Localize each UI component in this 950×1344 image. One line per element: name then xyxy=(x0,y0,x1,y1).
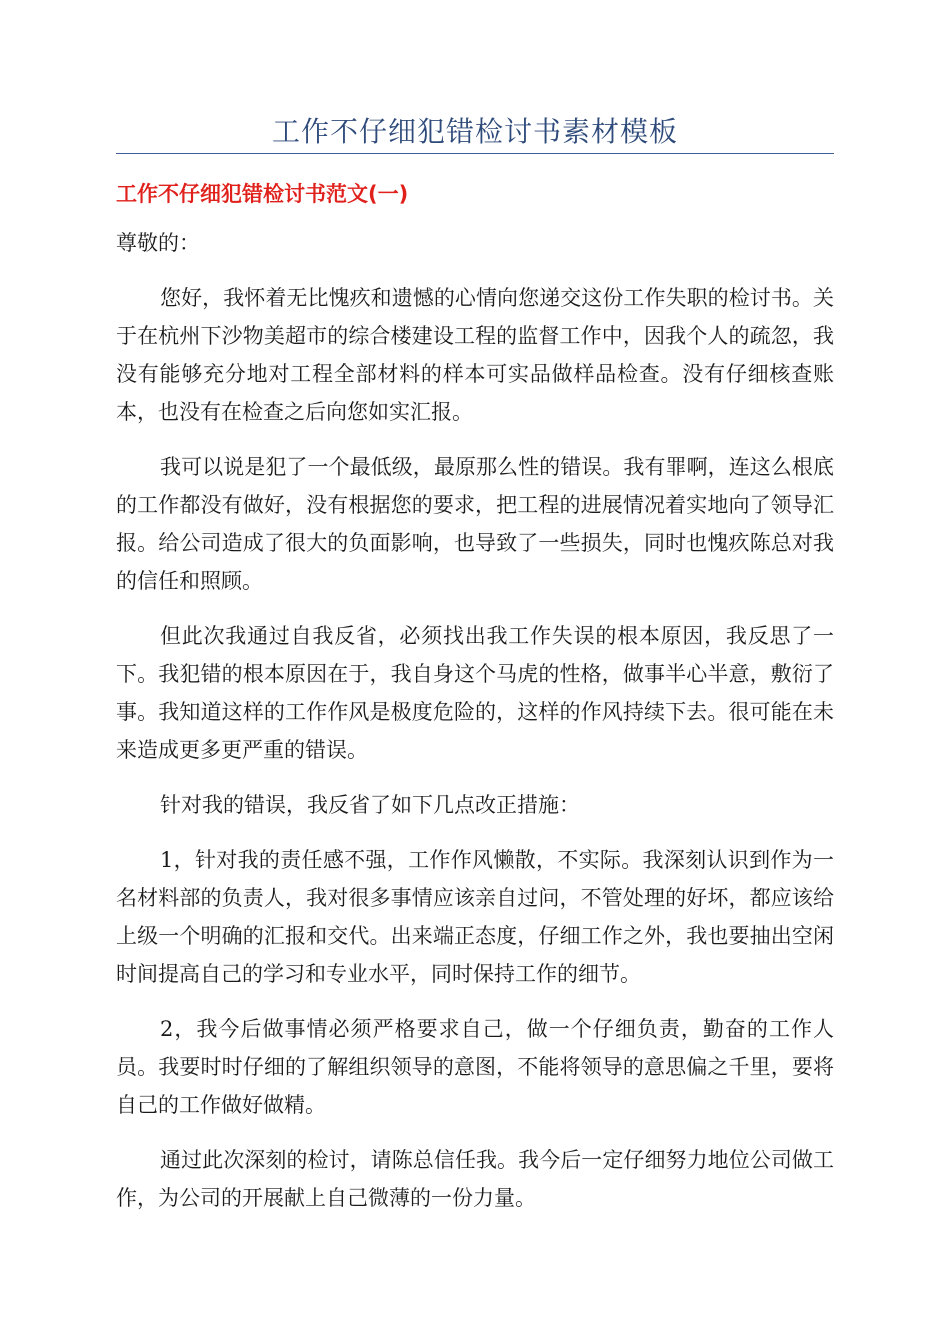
title-underline xyxy=(116,153,834,154)
body-paragraph: 通过此次深刻的检讨，请陈总信任我。我今后一定仔细努力地位公司做工作，为公司的开展献上自己微薄的一份力量。 xyxy=(116,1148,834,1210)
body-paragraph: 您好，我怀着无比愧疚和遗憾的心情向您递交这份工作失职的检讨书。关于在杭州下沙物美超市的综合楼建设工程的监督工作中，因我个人的疏忽，我没有能够充分地对工程全部材料的样本可实品做样品检查。没有仔细核查账本，也没有在检查之后向您如实汇报。 xyxy=(116,286,834,424)
body-paragraph: 但此次我通过自我反省，必须找出我工作失误的根本原因，我反思了一下。我犯错的根本原因在于，我自身这个马虎的性格，做事半心半意，敷衍了事。我知道这样的工作作风是极度危险的，这样的作风持续下去。很可能在未来造成更多更严重的错误。 xyxy=(116,624,834,762)
body-paragraph: 我可以说是犯了一个最低级，最原那么性的错误。我有罪啊，连这么根底的工作都没有做好，没有根据您的要求，把工程的进展情况着实地向了领导汇报。给公司造成了很大的负面影响，也导致了一些损失，同时也愧疚陈总对我的信任和照顾。 xyxy=(116,455,834,593)
body-paragraph: 针对我的错误，我反省了如下几点改正措施： xyxy=(160,793,580,817)
salutation: 尊敬的： xyxy=(116,231,200,255)
body-paragraph: 1，针对我的责任感不强，工作作风懒散，不实际。我深刻认识到作为一名材料部的负责人，我对很多事情应该亲自过问，不管处理的好坏，都应该给上级一个明确的汇报和交代。出来端正态度，仔细工作之外，我也要抽出空闲时间提高自己的学习和专业水平，同时保持工作的细节。 xyxy=(116,848,834,986)
document-title: 工作不仔细犯错检讨书素材模板 xyxy=(271,115,678,148)
body-paragraph: 2，我今后做事情必须严格要求自己，做一个仔细负责，勤奋的工作人员。我要时时仔细的了解组织领导的意图，不能将领导的意思偏之千里，要将自己的工作做好做精。 xyxy=(116,1017,834,1117)
document-body xyxy=(116,224,834,1234)
section-heading: 工作不仔细犯错检讨书范文(一) xyxy=(116,182,409,206)
